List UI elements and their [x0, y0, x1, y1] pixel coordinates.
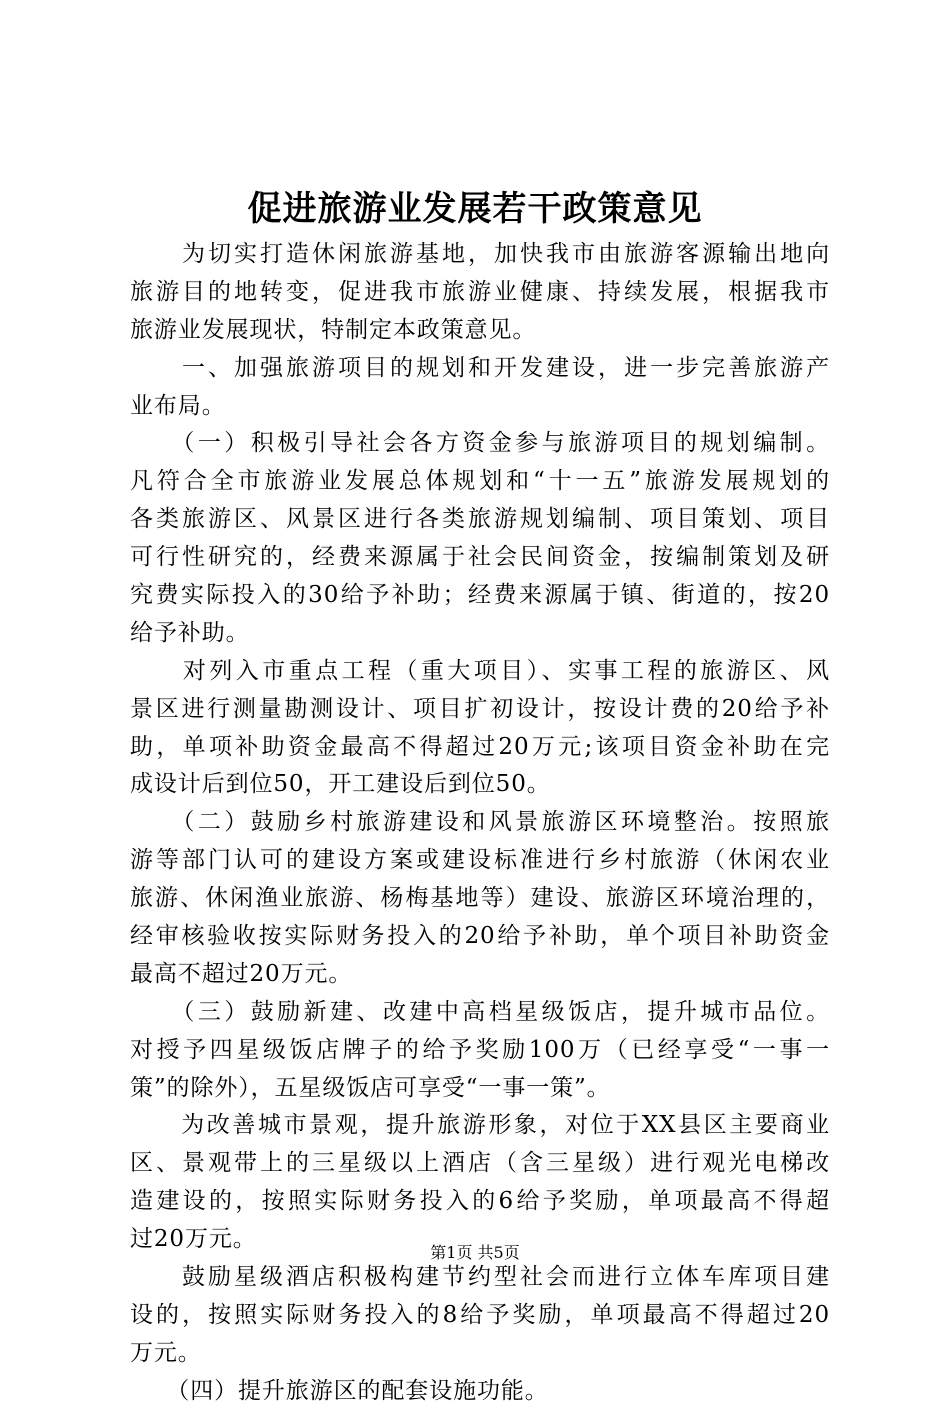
body-line: 鼓励星级酒店积极构建节约型社会而进行立体车库项目建	[130, 1264, 830, 1291]
body-line: 可行性研究的，经费来源属于社会民间资金，按编制策划及研	[130, 544, 830, 571]
body-line: 业布局。	[130, 392, 226, 419]
body-line: 旅游业发展现状，特制定本政策意见。	[130, 316, 537, 343]
body-line: 万元。	[130, 1339, 202, 1366]
body-line: 对列入市重点工程（重大项目）、实事工程的旅游区、风	[130, 657, 830, 684]
page-footer: 第1页 共5页	[430, 1243, 520, 1262]
body-line: 旅游目的地转变，促进我市旅游业健康、持续发展，根据我市	[130, 278, 830, 305]
body-line: 造建设的，按照实际财务投入的6给予奖励，单项最高不得超	[130, 1188, 830, 1215]
body-line: 凡符合全市旅游业发展总体规划和“十一五”旅游发展规划的	[130, 468, 830, 495]
body-line: 成设计后到位50，开工建设后到位50。	[130, 771, 551, 798]
body-line: 各类旅游区、风景区进行各类旅游规划编制、项目策划、项目	[130, 506, 830, 533]
body-line: 对授予四星级饭店牌子的给予奖励100万（已经享受“一事一	[130, 1036, 830, 1063]
body-line: （二）鼓励乡村旅游建设和风景旅游区环境整治。按照旅	[130, 809, 830, 836]
body-line: （四）提升旅游区的配套设施功能。	[130, 1377, 549, 1404]
body-line: 设的，按照实际财务投入的8给予奖励，单项最高不得超过20	[130, 1301, 830, 1328]
body-line: 策”的除外），五星级饭店可享受“一事一策”。	[130, 1074, 611, 1101]
body-line: 一、加强旅游项目的规划和开发建设，进一步完善旅游产	[130, 354, 830, 381]
body-line: （一）积极引导社会各方资金参与旅游项目的规划编制。	[130, 430, 830, 457]
body-line: 最高不超过20万元。	[130, 960, 353, 987]
body-line: 给予补助。	[130, 619, 250, 646]
body-line: 游等部门认可的建设方案或建设标准进行乡村旅游（休闲农业	[130, 847, 830, 874]
body-line: 助，单项补助资金最高不得超过20万元;该项目资金补助在完	[130, 733, 830, 760]
body-line: 为改善城市景观，提升旅游形象，对位于XX县区主要商业	[130, 1112, 830, 1139]
body-line: （三）鼓励新建、改建中高档星级饭店，提升城市品位。	[130, 998, 830, 1025]
body-line: 为切实打造休闲旅游基地，加快我市由旅游客源输出地向	[130, 241, 830, 267]
body-line: 究费实际投入的30给予补助；经费来源属于镇、街道的，按20	[130, 582, 830, 609]
body-line: 景区进行测量勘测设计、项目扩初设计，按设计费的20给予补	[130, 695, 830, 722]
body-line: 经审核验收按实际财务投入的20给予补助，单个项目补助资金	[130, 923, 830, 950]
document-title: 促进旅游业发展若干政策意见	[247, 189, 703, 229]
document-body	[130, 236, 830, 1411]
body-line: 旅游、休闲渔业旅游、杨梅基地等）建设、旅游区环境治理的，	[130, 885, 830, 912]
body-line: 区、景观带上的三星级以上酒店（含三星级）进行观光电梯改	[130, 1150, 830, 1177]
body-line: 过20万元。	[130, 1226, 257, 1253]
